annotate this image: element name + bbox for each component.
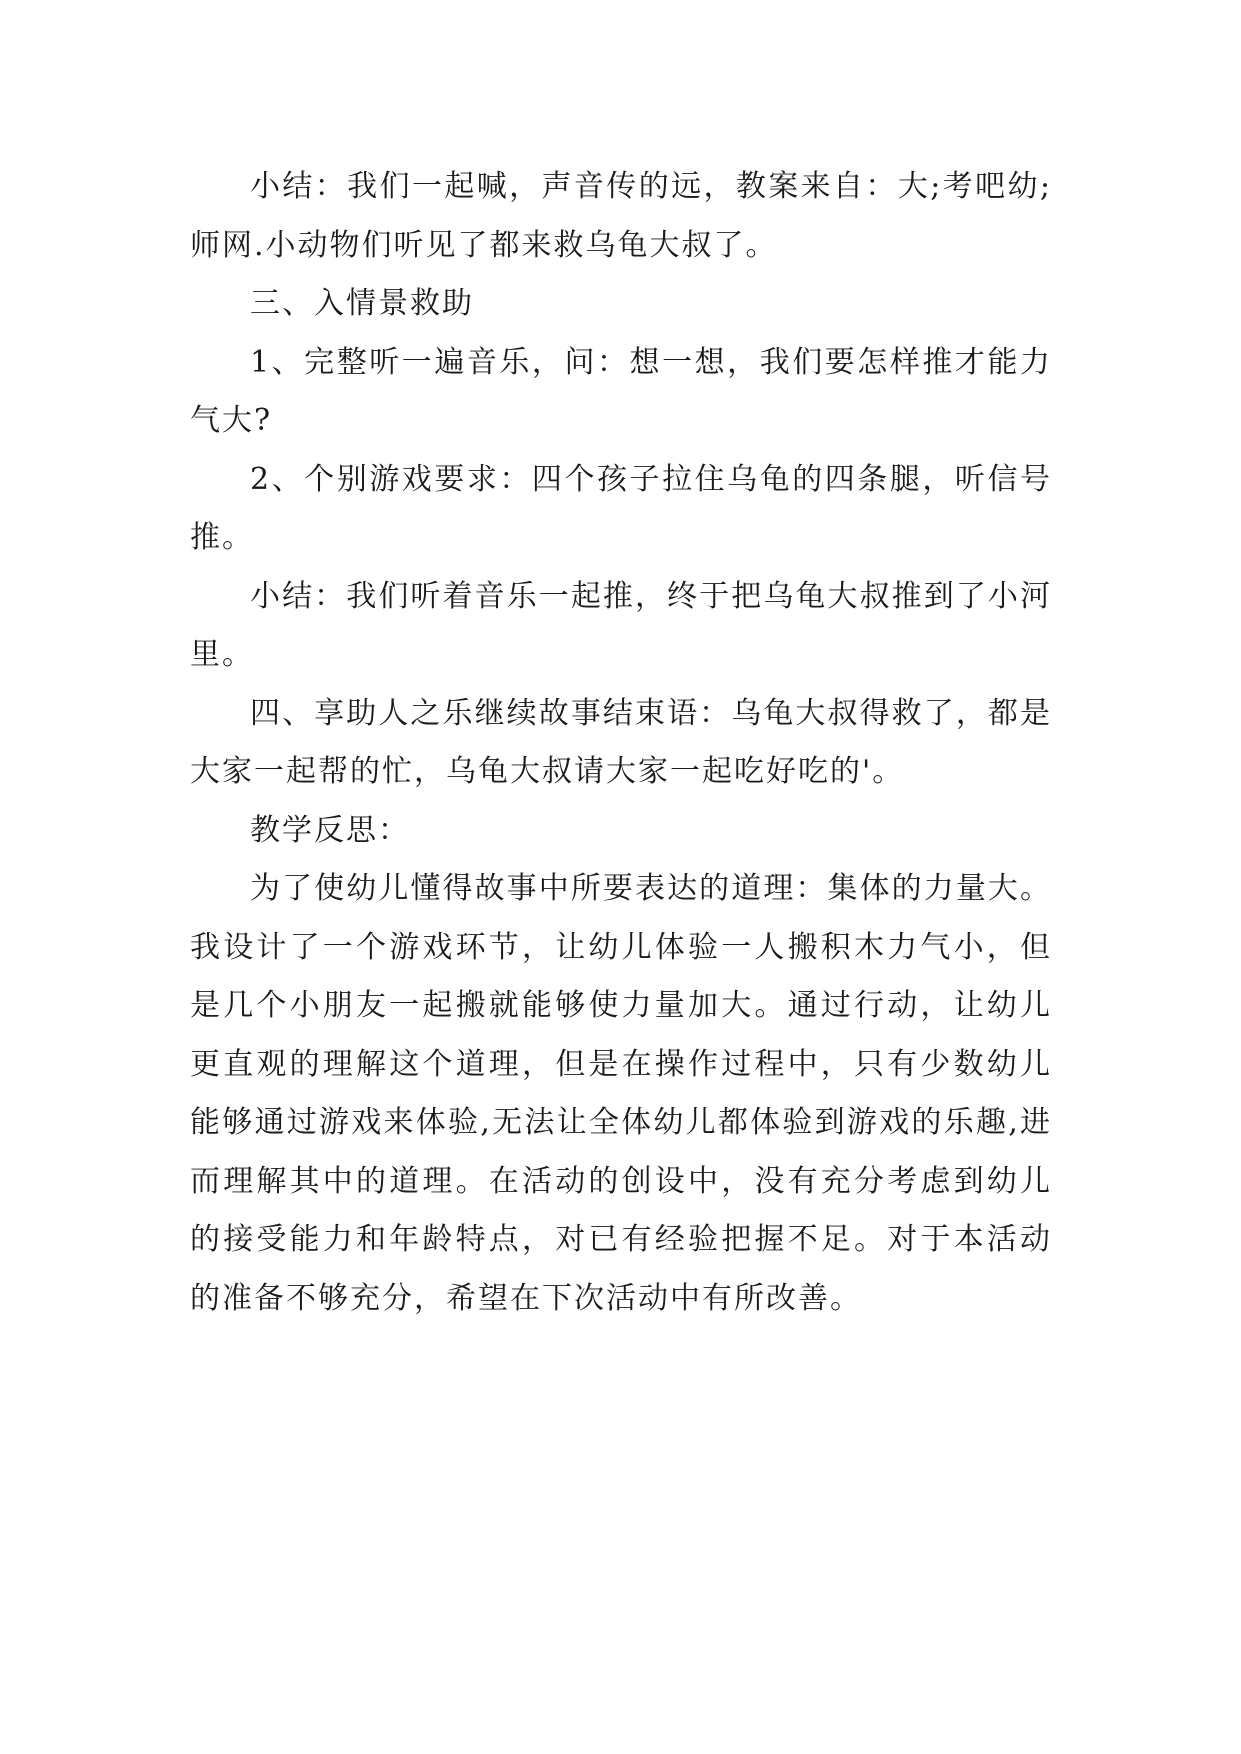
paragraph-step-1: 1、完整听一遍音乐，问：想一想，我们要怎样推才能力气大? — [190, 344, 1052, 438]
paragraph-summary-2: 小结：我们听着音乐一起推，终于把乌龟大叔推到了小河里。 — [190, 578, 1052, 672]
paragraph-summary-1: 小结：我们一起喊，声音传的远，教案来自：大;考吧幼;师网.小动物们听见了都来救乌龟大叔了。 — [190, 169, 1052, 263]
paragraph-reflection-heading: 教学反思： — [250, 812, 410, 848]
paragraph-step-2: 2、个别游戏要求：四个孩子拉住乌龟的四条腿，听信号推。 — [190, 461, 1052, 555]
paragraph-section-3-heading: 三、入情景救助 — [250, 286, 474, 321]
paragraph-section-4: 四、享助人之乐继续故事结束语：乌龟大叔得救了，都是大家一起帮的忙，乌龟大叔请大家一起吃好吃的'。 — [190, 695, 1052, 789]
paragraph-reflection-body: 为了使幼儿懂得故事中所要表达的道理：集体的力量大。我设计了一个游戏环节，让幼儿体验一人搬积木力气小，但是几个小朋友一起搬就能够使力量加大。通过行动，让幼儿更直观的理解这个道理，但是在操作过程中，只有少数幼儿能够通过游戏来体验,无法让全体幼儿都体验到游戏的乐趣,进而理解其中的道理。在活动的创设中，没有充分考虑到幼儿的接受能力和年龄特点，对已有经验把握不足。对于本活动的准备不够充分，希望在下次活动中有所改善。 — [190, 871, 1052, 1316]
document-body — [190, 158, 1052, 1328]
